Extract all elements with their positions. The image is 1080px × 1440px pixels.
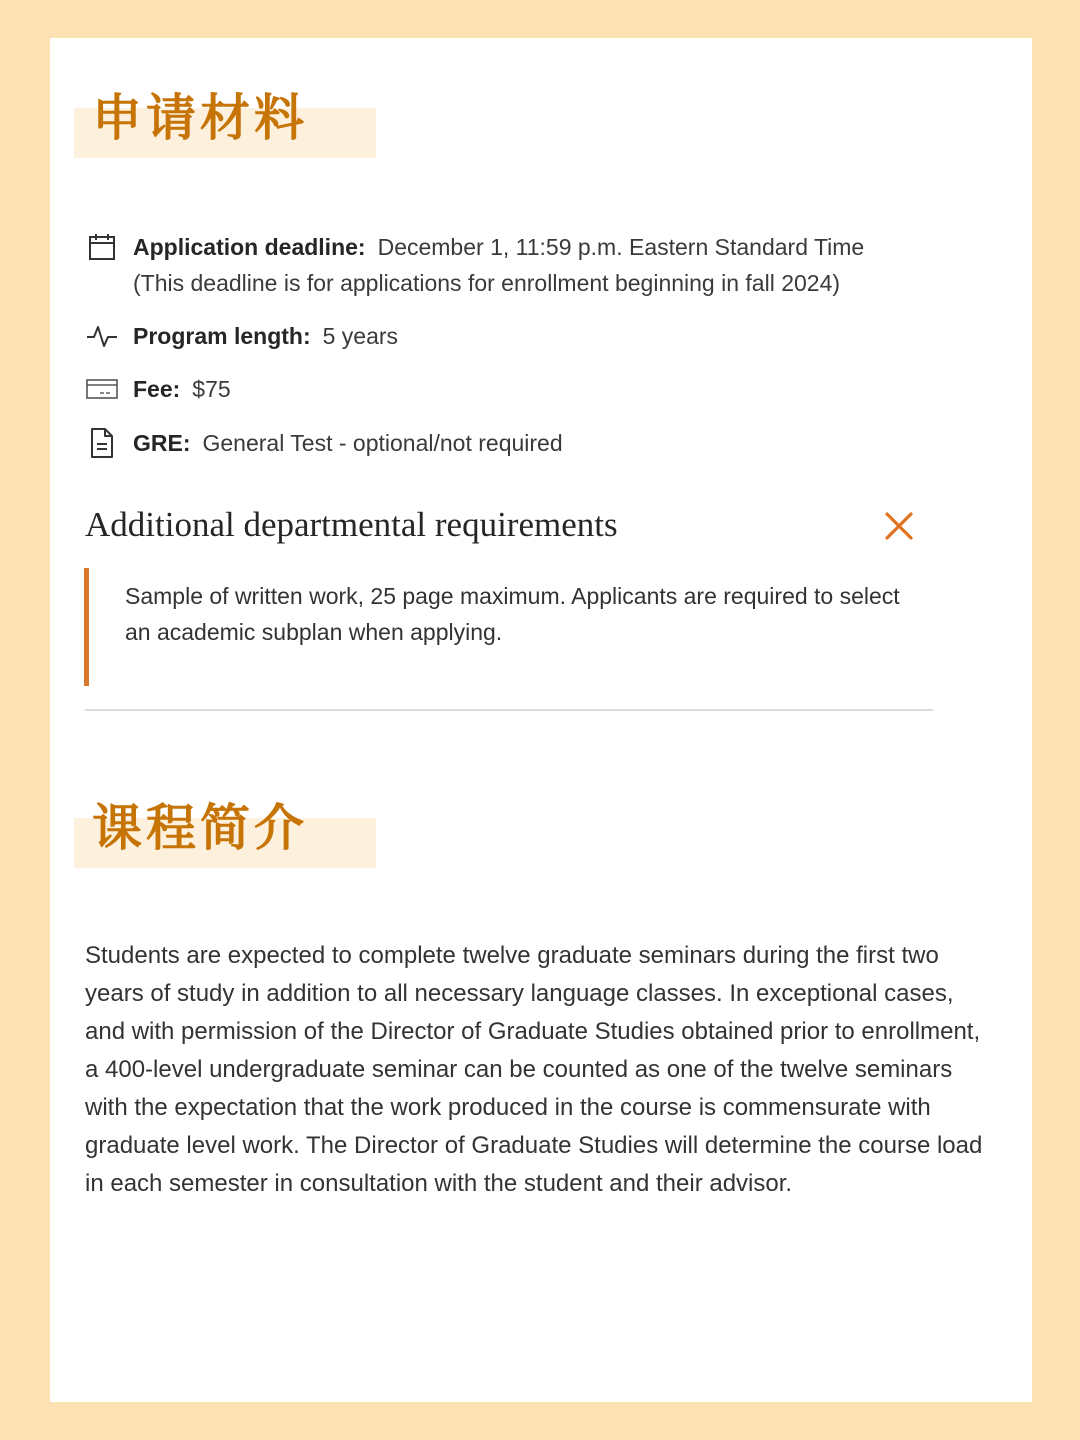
gre-row bbox=[84, 425, 563, 461]
overview-heading-text: 课程简介 bbox=[92, 799, 308, 857]
gre-label: GRE: bbox=[133, 430, 191, 456]
document-icon bbox=[84, 425, 120, 461]
section-heading-materials bbox=[74, 58, 376, 158]
divider bbox=[85, 709, 933, 711]
deadline-row bbox=[84, 229, 864, 265]
card-icon bbox=[84, 371, 120, 407]
content-card bbox=[50, 38, 1032, 1402]
deadline-label: Application deadline: bbox=[133, 234, 366, 260]
program-length-row bbox=[84, 318, 398, 354]
deadline-note: (This deadline is for applications for enrollment beginning in fall 2024) bbox=[133, 270, 841, 296]
pulse-icon bbox=[84, 318, 120, 354]
close-icon[interactable] bbox=[882, 509, 916, 543]
fee-label: Fee: bbox=[133, 376, 181, 402]
deadline-value: December 1, 11:59 p.m. Eastern Standard Time bbox=[377, 234, 865, 260]
overview-paragraph: Students are expected to complete twelve graduate seminars during the first two years of study in addition to all necessary language classes. In exceptional cases, and with permission of the Director of Graduate Studies obtained prior to enrollment, a 400-level undergraduate seminar can be counted as one of the twelve seminars with the expectation that the work produced in the course is commensurate with graduate level work. The Director of Graduate Studies will determine the course load in each semester in consultation with the student and their advisor. bbox=[85, 942, 983, 1197]
fee-value: $75 bbox=[192, 376, 231, 402]
requirement-text: Sample of written work, 25 page maximum. Applicants are required to select an academic subplan when applying. bbox=[125, 583, 900, 645]
gre-value: General Test - optional/not required bbox=[202, 430, 563, 456]
program-length-label: Program length: bbox=[133, 323, 311, 349]
fee-row bbox=[84, 371, 231, 407]
calendar-icon bbox=[84, 229, 120, 265]
requirement-accent-bar bbox=[84, 568, 89, 686]
program-length-value: 5 years bbox=[322, 323, 399, 349]
section-heading-overview bbox=[74, 768, 376, 868]
materials-heading-text: 申请材料 bbox=[92, 89, 308, 147]
accordion-title[interactable]: Additional departmental requirements bbox=[85, 505, 618, 544]
